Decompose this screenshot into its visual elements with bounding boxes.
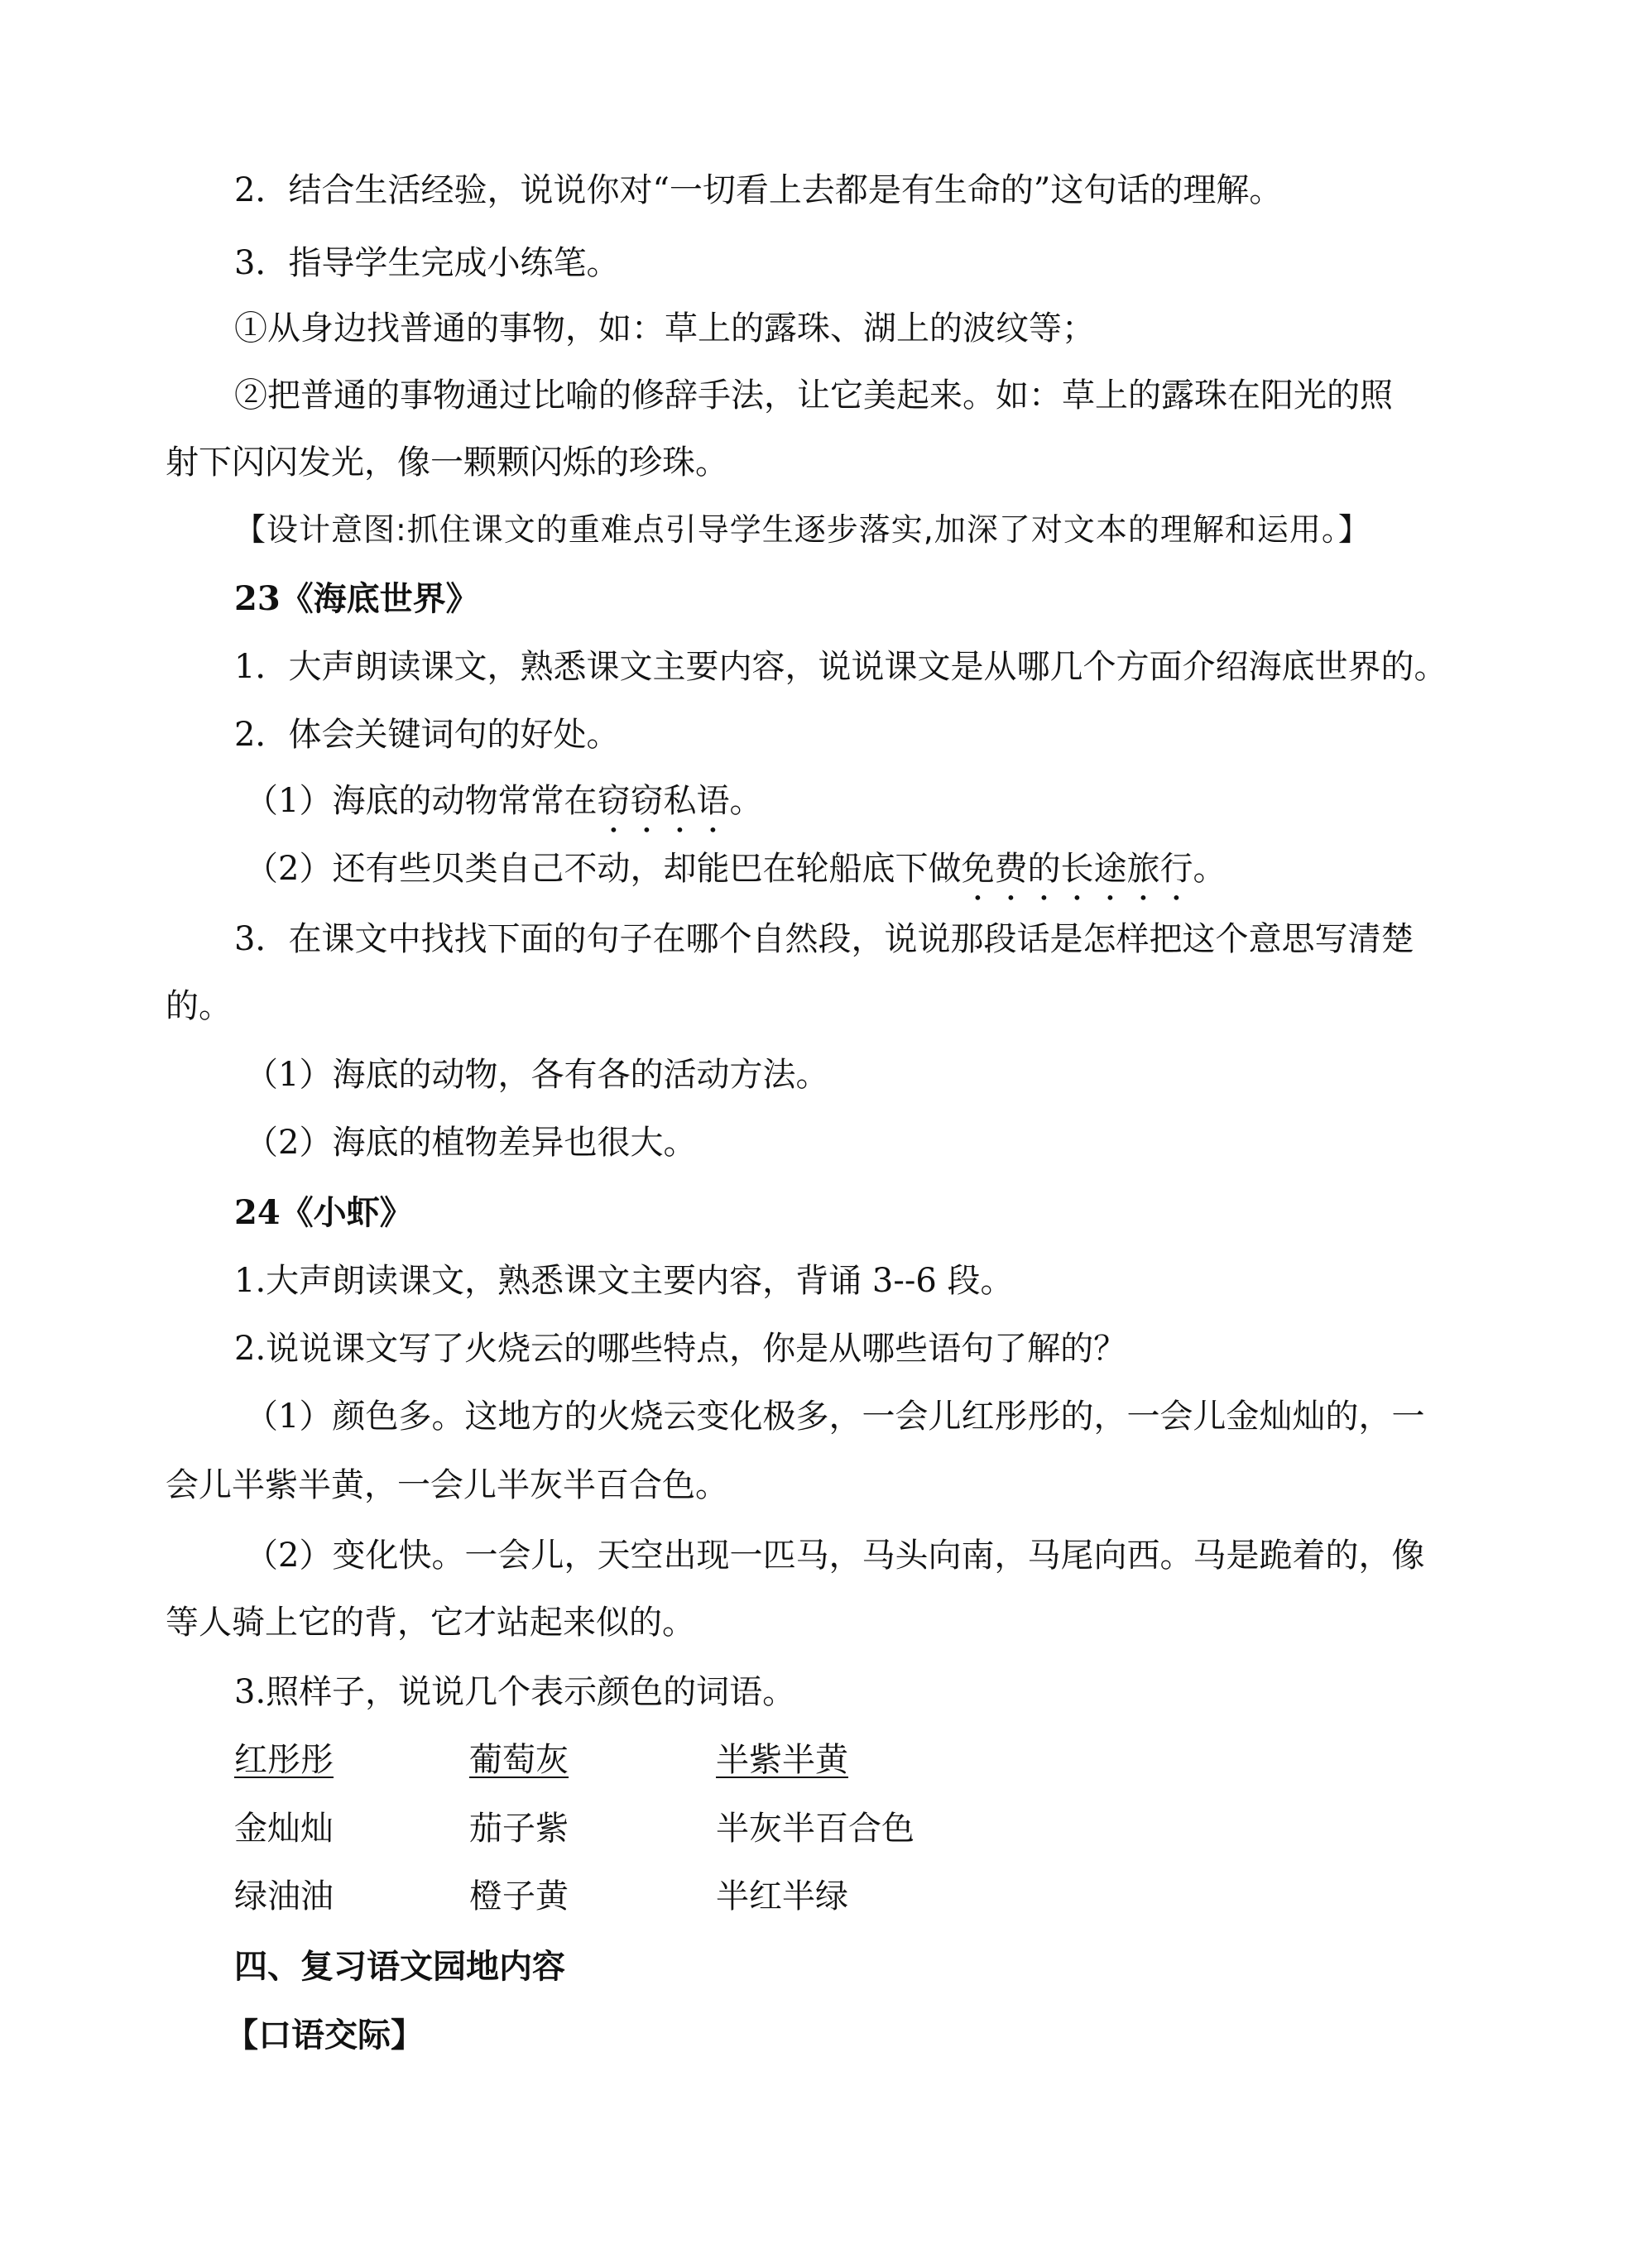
lesson-23-q1: 1．大声朗读课文，熟悉课文主要内容，说说课文是从哪几个方面介绍海底世界的。 bbox=[234, 648, 1447, 686]
lesson-24-q2-item-1-line-2: 会儿半紫半黄，一会儿半灰半百合色。 bbox=[166, 1466, 728, 1504]
emphasized-phrase-free-trip: 免费的长途旅行 bbox=[961, 850, 1193, 888]
oral-communication-heading: 【口语交际】 bbox=[225, 2016, 424, 2055]
item-1-end: 。 bbox=[729, 782, 763, 820]
word-cell-r1-c2: 葡萄灰 bbox=[469, 1741, 569, 1779]
lesson-24-title: 24《小虾》 bbox=[234, 1193, 413, 1232]
paragraph-q3-writing-practice: 3．指导学生完成小练笔。 bbox=[234, 244, 620, 282]
lesson-23-q3-item-1: （1）海底的动物，各有各的活动方法。 bbox=[245, 1056, 829, 1094]
word-cell-r1-c1: 红彤彤 bbox=[234, 1741, 334, 1779]
emphasized-word-qieqie-siyu: 窃窃私语 bbox=[597, 782, 730, 820]
paragraph-step-2-line-2: 射下闪闪发光，像一颗颗闪烁的珍珠。 bbox=[166, 444, 728, 482]
word-cell-r3-c1: 绿油油 bbox=[234, 1877, 334, 1916]
item-2-end: 。 bbox=[1193, 850, 1227, 888]
design-intent-note: 【设计意图:抓住课文的重难点引导学生逐步落实,加深了对文本的理解和运用。】 bbox=[234, 511, 1371, 548]
paragraph-step-2-line-1: ②把普通的事物通过比喻的修辞手法，让它美起来。如：草上的露珠在阳光的照 bbox=[234, 376, 1393, 415]
lesson-23-q2: 2．体会关键词句的好处。 bbox=[234, 716, 620, 754]
section-4-heading: 四、复习语文园地内容 bbox=[234, 1947, 565, 1986]
paragraph-q2-life-experience: 2．结合生活经验，说说你对“一切看上去都是有生命的”这句话的理解。 bbox=[234, 171, 1283, 209]
word-cell-r3-c3: 半红半绿 bbox=[716, 1877, 848, 1916]
word-cell-r2-c3: 半灰半百合色 bbox=[716, 1810, 915, 1848]
lesson-23-q3-line-1: 3．在课文中找找下面的句子在哪个自然段，说说那段话是怎样把这个意思写清楚 bbox=[234, 920, 1414, 958]
lesson-23-q2-item-1 bbox=[245, 778, 762, 840]
lesson-24-q3: 3.照样子，说说几个表示颜色的词语。 bbox=[234, 1673, 796, 1711]
paragraph-step-1: ①从身边找普通的事物，如：草上的露珠、湖上的波纹等； bbox=[234, 309, 1095, 348]
word-cell-r2-c2: 茄子紫 bbox=[469, 1810, 569, 1848]
word-cell-r1-c3: 半紫半黄 bbox=[716, 1741, 848, 1779]
item-2-text: （2）还有些贝类自己不动，却能巴在轮船底下做 bbox=[245, 850, 962, 888]
item-1-text: （1）海底的动物常常在 bbox=[245, 782, 598, 820]
lesson-23-q3-item-2: （2）海底的植物差异也很大。 bbox=[245, 1124, 697, 1162]
lesson-23-q2-item-2 bbox=[245, 846, 1226, 908]
word-cell-r3-c2: 橙子黄 bbox=[469, 1877, 569, 1916]
lesson-24-q1: 1.大声朗读课文，熟悉课文主要内容，背诵 3--6 段。 bbox=[234, 1262, 1014, 1300]
lesson-23-title: 23《海底世界》 bbox=[234, 579, 479, 618]
lesson-24-q2: 2.说说课文写了火烧云的哪些特点，你是从哪些语句了解的？ bbox=[234, 1330, 1127, 1368]
lesson-24-q2-item-2-line-2: 等人骑上它的背，它才站起来似的。 bbox=[166, 1604, 695, 1642]
lesson-24-q2-item-2-line-1: （2）变化快。一会儿，天空出现一匹马，马头向南，马尾向西。马是跪着的，像 bbox=[245, 1537, 1425, 1575]
word-cell-r2-c1: 金灿灿 bbox=[234, 1810, 334, 1848]
lesson-24-q2-item-1-line-1: （1）颜色多。这地方的火烧云变化极多，一会儿红彤彤的，一会儿金灿灿的，一 bbox=[245, 1398, 1425, 1436]
lesson-23-q3-line-2: 的。 bbox=[166, 987, 232, 1025]
